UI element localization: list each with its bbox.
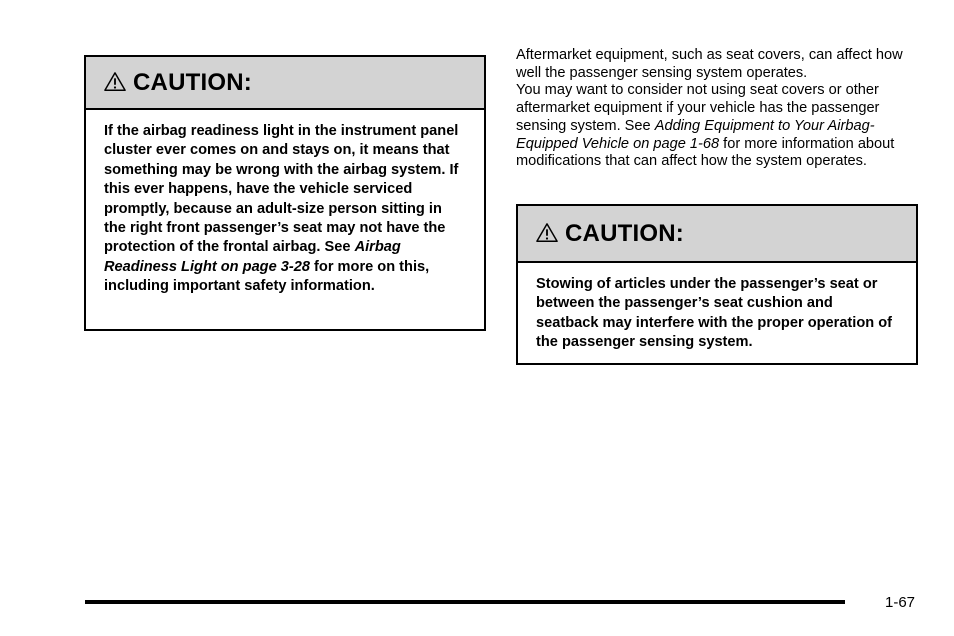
caution-box-right (516, 204, 918, 365)
warning-triangle-icon (536, 222, 558, 244)
paragraph-text-end: for more information about modifications that can affect how the system operates. (516, 135, 895, 170)
caution-text-end: for more on this, including important safety information. (104, 258, 430, 295)
cross-reference-link[interactable]: Adding Equipment to Your Airbag-Equipped Vehicle on page 1-68 (516, 117, 875, 152)
caution-title: CAUTION: (565, 219, 684, 247)
body-paragraph (516, 47, 916, 171)
caution-text (518, 263, 916, 365)
page-number: 1-67 (885, 594, 916, 611)
caution-text (86, 110, 484, 309)
cross-reference-link[interactable]: Airbag Readiness Light on page 3-28 (104, 239, 401, 275)
paragraph-line-1: Aftermarket equipment, such as seat covers, can affect how well the passenger sensing system operates. (516, 47, 903, 81)
paragraph-text-start: You may want to consider not using seat covers or other aftermarket equipment if your vehicle has the passenger sensing system. See (516, 82, 880, 134)
caution-title: CAUTION: (133, 68, 252, 96)
caution-header (518, 206, 916, 263)
caution-header (86, 57, 484, 110)
caution-box-left (84, 55, 486, 331)
caution-text-content: Stowing of articles under the passenger’s seat or between the passenger’s seat cushion and seatback may interfere with the proper operation of the passenger sensing system. (536, 276, 893, 351)
footer-rule (85, 600, 845, 604)
caution-text-start: If the airbag readiness light in the instrument panel cluster ever comes on and stays on, it means that something may be wrong with the airbag system. If this ever happens, have the vehicle serviced promptly, because an adult-size person sitting in the right front passenger’s seat may not have the protection of the frontal airbag. See (104, 123, 459, 256)
warning-triangle-icon (104, 71, 126, 93)
